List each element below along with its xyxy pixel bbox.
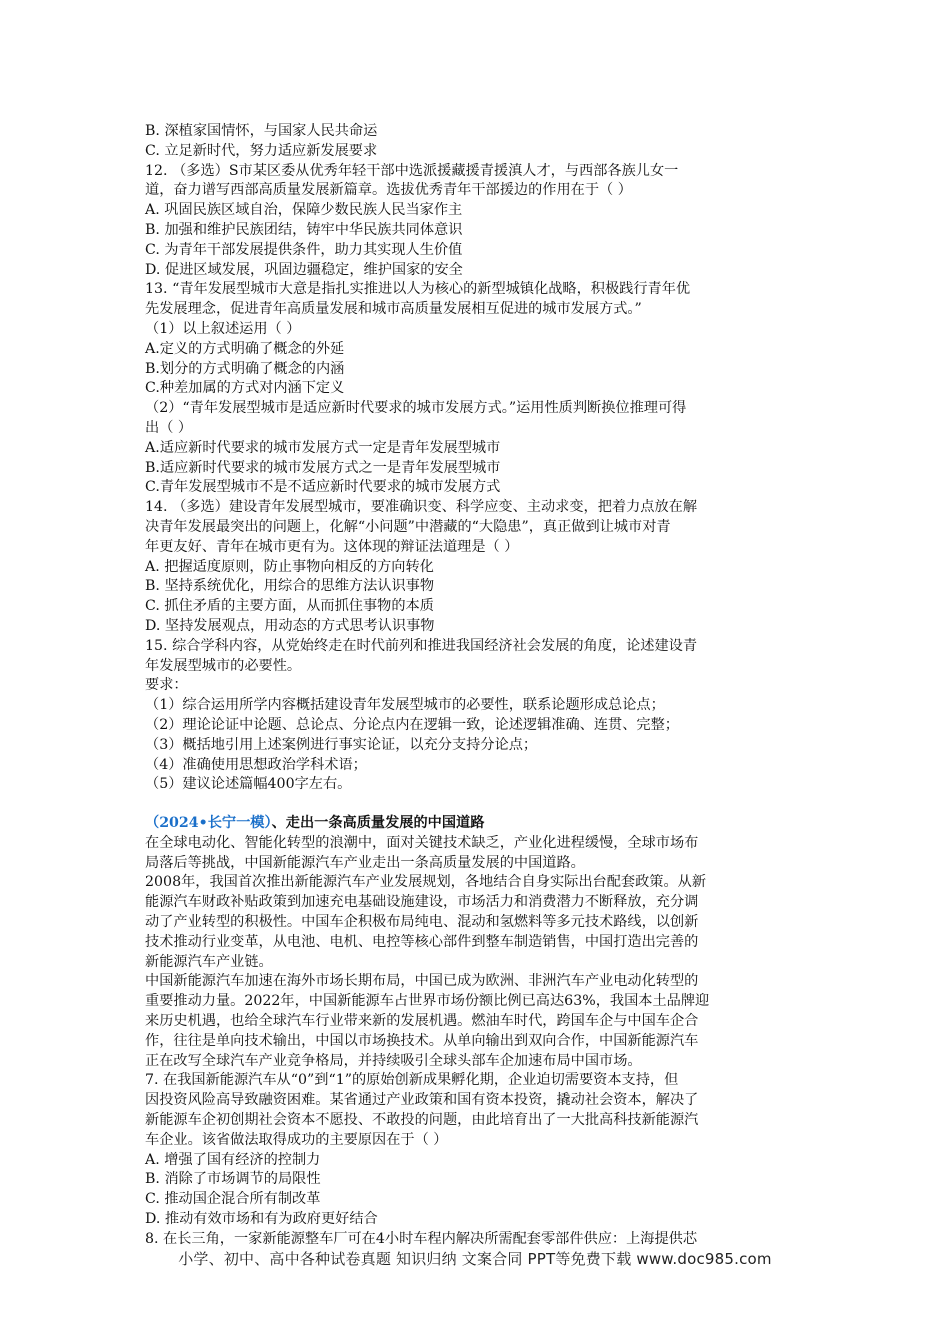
text-line: 重要推动力量。2022年，中国新能源车占世界市场份额比例已高达63%，我国本土品牌迎 — [145, 993, 710, 1010]
text-line: 中国新能源汽车加速在海外市场长期布局，中国已成为欧洲、非洲汽车产业电动化转型的 — [145, 973, 699, 990]
text-line: 新能源汽车产业链。 — [145, 953, 273, 970]
text-line: （1）综合运用所学内容概括建设青年发展型城市的必要性，联系论题形成总论点； — [145, 697, 665, 714]
section-gap — [145, 795, 810, 814]
text-line: （5）建议论述篇幅400字左右。 — [145, 776, 352, 793]
heading-source: （2024•长宁一模） — [145, 815, 272, 832]
text-line: 动了产业转型的积极性。中国车企积极布局纯电、混动和氢燃料等多元技术路线，以创新 — [145, 914, 699, 931]
text-line: B. 深植家国情怀，与国家人民共命运 — [145, 123, 378, 139]
heading-title: 、走出一条高质量发展的中国道路 — [271, 815, 485, 832]
text-line: D. 坚持发展观点，用动态的方式思考认识事物 — [145, 617, 435, 634]
text-line: 正在改写全球汽车产业竞争格局，并持续吸引全球头部车企加速布局中国市场。 — [145, 1052, 642, 1069]
text-line: A.定义的方式明确了概念的外延 — [145, 340, 345, 357]
text-line: 要求： — [145, 677, 188, 694]
text-line: C. 立足新时代，努力适应新发展要求 — [145, 142, 378, 159]
text-line: 技术推动行业变革，从电池、电机、电控等核心部件到整车制造销售，中国打造出完善的 — [145, 933, 699, 950]
text-line: C.种差加属的方式对内涵下定义 — [145, 380, 345, 397]
text-line: 年发展型城市的必要性。 — [145, 657, 302, 674]
text-line: 因投资风险高导致融资困难。某省通过产业政策和国有资本投资，撬动社会资本，解决了 — [145, 1092, 699, 1109]
text-line: （4）准确使用思想政治学科术语； — [145, 756, 367, 773]
text-line: C. 为青年干部发展提供条件，助力其实现人生价值 — [145, 241, 463, 258]
text-line: C. 抓住矛盾的主要方面，从而抓住事物的本质 — [145, 598, 434, 615]
text-line: B.适应新时代要求的城市发展方式之一是青年发展型城市 — [145, 459, 501, 476]
page-footer: 小学、初中、高中各种试卷真题 知识归纳 文案合同 PPT等免费下载 www.doc985.com — [178, 1250, 772, 1268]
text-line: （3）概括地引用上述案例进行事实论证，以充分支持分论点； — [145, 736, 538, 753]
text-line: 道，奋力谱写西部高质量发展新篇章。选拔优秀青年干部援边的作用在于（ ） — [145, 182, 632, 199]
text-line: B.划分的方式明确了概念的内涵 — [145, 360, 345, 377]
text-line: 14. （多选）建设青年发展型城市，要准确识变、科学应变、主动求变，把着力点放在解 — [145, 499, 698, 516]
text-line: （2）“青年发展型城市是适应新时代要求的城市发展方式。”运用性质判断换位推理可得 — [145, 400, 687, 417]
text-line: 在全球电动化、智能化转型的浪潮中，面对关键技术缺乏，产业化进程缓慢，全球市场布 — [145, 834, 699, 851]
text-line: C. 推动国企混合所有制改革 — [145, 1191, 321, 1208]
questions-block — [145, 122, 810, 795]
text-line: 出（ ） — [145, 419, 193, 436]
text-line: 局落后等挑战，中国新能源汽车产业走出一条高质量发展的中国道路。 — [145, 854, 585, 871]
section-heading — [145, 814, 810, 834]
text-line: 7. 在我国新能源汽车从“0”到“1”的原始创新成果孵化期，企业迫切需要资本支持，但 — [145, 1072, 679, 1089]
text-line: A. 把握适度原则，防止事物向相反的方向转化 — [145, 558, 434, 575]
text-line: 先发展理念，促进青年高质量发展和城市高质量发展相互促进的城市发展方式。” — [145, 301, 642, 318]
text-line: A. 增强了国有经济的控制力 — [145, 1151, 321, 1168]
text-line: 15. 综合学科内容，从党始终走在时代前列和推进我国经济社会发展的角度，论述建设青 — [145, 637, 698, 654]
text-line: B. 坚持系统优化，用综合的思维方法认识事物 — [145, 578, 435, 595]
text-line: 2008年，我国首次推出新能源汽车产业发展规划，各地结合自身实际出台配套政策。从新 — [145, 874, 707, 891]
text-line: 作，往往是单向技术输出，中国以市场换技术。从单向输出到双向合作，中国新能源汽车 — [145, 1032, 699, 1049]
text-line: D. 促进区域发展，巩固边疆稳定，维护国家的安全 — [145, 261, 463, 278]
text-line: D. 推动有效市场和有为政府更好结合 — [145, 1211, 378, 1228]
text-line: A.适应新时代要求的城市发展方式一定是青年发展型城市 — [145, 439, 501, 456]
text-line: 13. “青年发展型城市大意是指扎实推进以人为核心的新型城镇化战略，积极践行青年优 — [145, 281, 691, 298]
material-block — [145, 834, 810, 1250]
document-body — [145, 122, 810, 1250]
text-line: 来历史机遇，也给全球汽车行业带来新的发展机遇。燃油车时代，跨国车企与中国车企合 — [145, 1013, 699, 1030]
text-line: 年更友好、青年在城市更有为。这体现的辩证法道理是（ ） — [145, 538, 519, 555]
text-line: 新能源车企初创期社会资本不愿投、不敢投的问题，由此培育出了一大批高科技新能源汽 — [145, 1112, 699, 1129]
text-line: （1）以上叙述运用（ ） — [145, 320, 301, 337]
text-line: A. 巩固民族区域自治，保障少数民族人民当家作主 — [145, 202, 463, 219]
text-line: 8. 在长三角，一家新能源整车厂可在4小时车程内解决所需配套零部件供应：上海提供芯 — [145, 1230, 698, 1247]
text-line: 决青年发展最突出的问题上，化解“小问题”中潜藏的“大隐患”，真正做到让城市对青 — [145, 518, 671, 535]
text-line: （2）理论论证中论题、总论点、分论点内在逻辑一致，论述逻辑准确、连贯、完整； — [145, 716, 679, 733]
text-line: 能源汽车财政补贴政策到加速充电基础设施建设，市场活力和消费潜力不断释放，充分调 — [145, 894, 699, 911]
text-line: C.青年发展型城市不是不适应新时代要求的城市发展方式 — [145, 479, 501, 496]
text-line: 12. （多选）S市某区委从优秀年轻干部中选派援藏援青援滇人才，与西部各族儿女一 — [145, 162, 679, 179]
text-line: 车企业。该省做法取得成功的主要原因在于（ ） — [145, 1131, 448, 1148]
text-line: B. 加强和维护民族团结，铸牢中华民族共同体意识 — [145, 221, 463, 238]
text-line: B. 消除了市场调节的局限性 — [145, 1171, 321, 1188]
